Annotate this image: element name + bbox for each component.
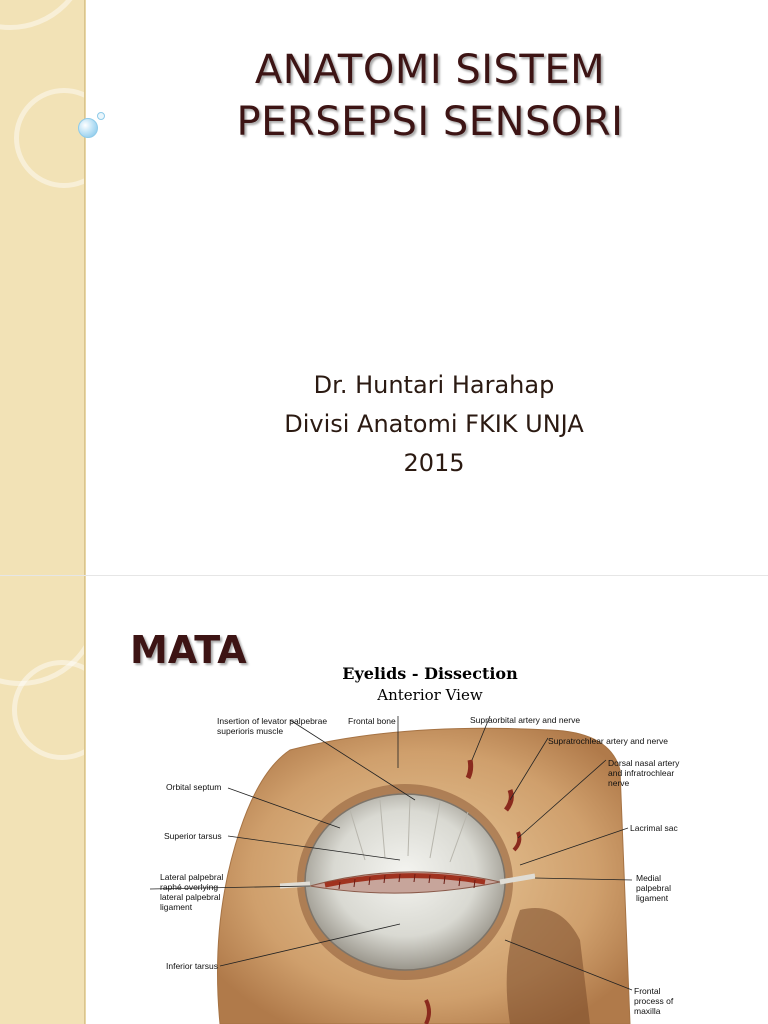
stripe-edge	[84, 0, 85, 576]
label-levator-line1: Insertion of levator palpebrae	[217, 716, 328, 726]
label-supratrochlear: Supratrochlear artery and nerve	[548, 736, 669, 746]
slide-heading: MATA	[130, 628, 247, 672]
decorative-bubble-small	[97, 112, 105, 120]
stripe-edge	[84, 576, 85, 1024]
decorative-ring	[14, 88, 86, 188]
label-lateral-line4: ligament	[160, 902, 193, 912]
figure-subtitle: Anterior View	[377, 686, 483, 704]
eyelid-dissection-figure	[150, 660, 710, 1024]
label-levator-line2: superioris muscle	[217, 726, 284, 736]
label-medial-line1: Medial	[636, 873, 662, 883]
label-frontal-bone: Frontal bone	[348, 716, 396, 726]
label-superior-tarsus: Superior tarsus	[164, 831, 222, 841]
label-dorsal-nasal-line3: nerve	[608, 778, 630, 788]
label-dorsal-nasal	[608, 758, 679, 788]
content-slide	[0, 576, 768, 1024]
label-orbital-septum: Orbital septum	[166, 782, 222, 792]
slide-title	[120, 44, 740, 148]
label-medial-palpebral	[636, 873, 671, 903]
label-frontal-process	[634, 986, 673, 1016]
eyelid-illustration	[150, 660, 710, 1024]
label-dorsal-nasal-line1: Dorsal nasal artery	[608, 758, 680, 768]
author-name: Dr. Huntari Harahap	[313, 371, 555, 399]
label-lateral-palpebral	[160, 872, 223, 912]
label-medial-line2: palpebral	[636, 883, 671, 893]
label-lateral-line2: raphé overlying	[160, 882, 219, 892]
decorative-stripe	[0, 576, 86, 1024]
label-lacrimal-sac: Lacrimal sac	[630, 823, 678, 833]
label-dorsal-nasal-line2: and infratrochlear	[608, 768, 675, 778]
label-medial-line3: ligament	[636, 893, 669, 903]
decorative-ring	[0, 0, 86, 30]
label-supraorbital: Supraorbital artery and nerve	[470, 715, 581, 725]
label-frontal-process-line2: process of	[634, 996, 674, 1006]
title-line-2: PERSEPSI SENSORI	[236, 99, 624, 145]
label-inferior-tarsus: Inferior tarsus	[166, 961, 218, 971]
slide-subtitle	[120, 366, 748, 483]
figure-title: Eyelids - Dissection	[342, 664, 518, 683]
label-frontal-process-line3: maxilla	[634, 1006, 661, 1016]
title-line-1: ANATOMI SISTEM	[254, 47, 606, 93]
year: 2015	[403, 449, 465, 477]
label-levator	[217, 716, 327, 736]
decorative-bubble	[78, 118, 98, 138]
affiliation: Divisi Anatomi FKIK UNJA	[284, 410, 584, 438]
label-lateral-line3: lateral palpebral	[160, 892, 221, 902]
decorative-stripe	[0, 0, 86, 576]
label-lateral-line1: Lateral palpebral	[160, 872, 224, 882]
label-frontal-process-line1: Frontal	[634, 986, 661, 996]
